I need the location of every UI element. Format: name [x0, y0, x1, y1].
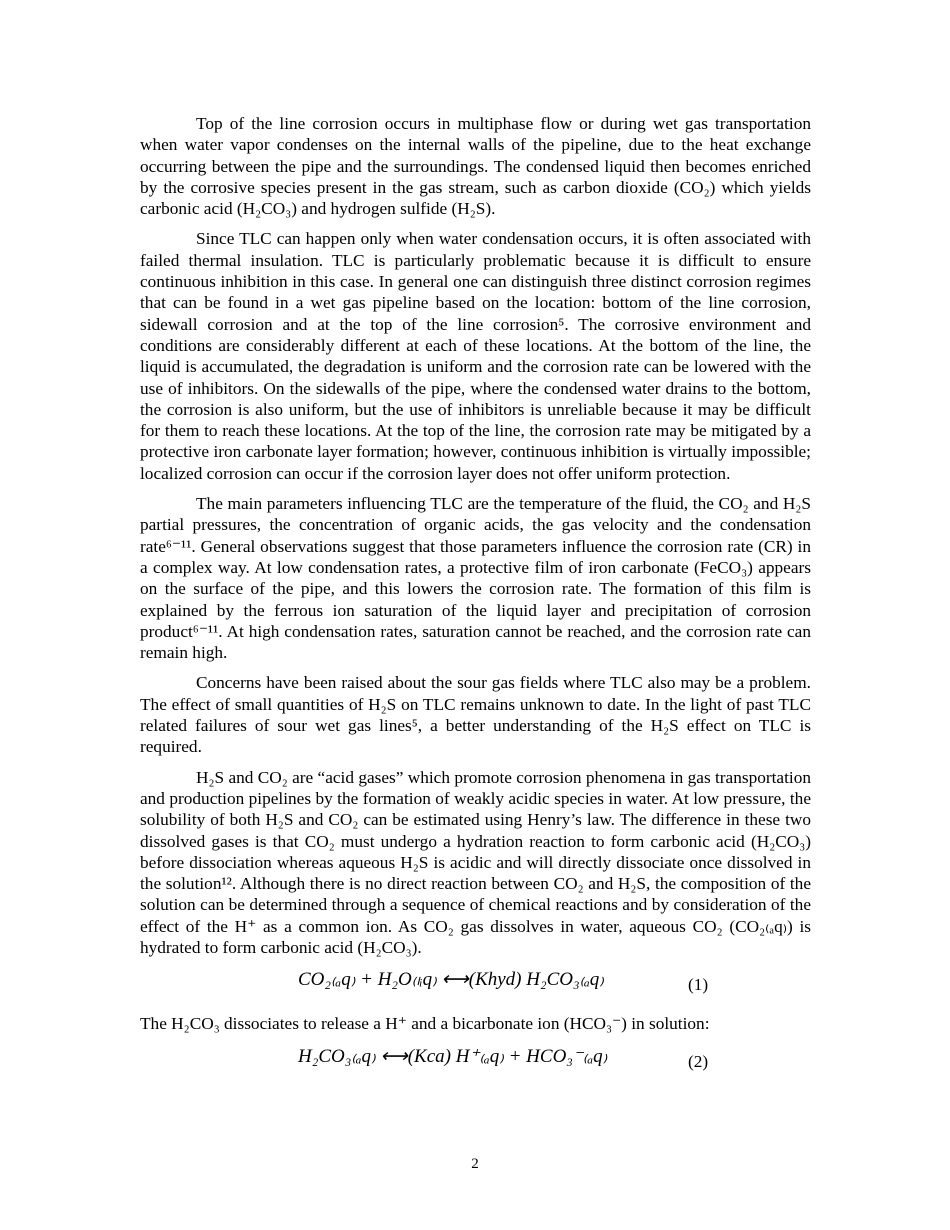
- equation-2-row: [140, 1044, 811, 1084]
- equation-1-number: (1): [688, 975, 709, 995]
- equation-2: H₂CO₃₍ₐq₎ ⟷(Kca) H⁺₍ₐq₎ + HCO₃⁻₍ₐq₎: [298, 1045, 608, 1067]
- equation-2-number: (2): [688, 1051, 709, 1071]
- paragraph-tlc-intro: Top of the line corrosion occurs in multiphase flow or during wet gas transportation when water vapor condenses on the internal walls of the pipeline, due to the heat exchange occurring between the pipe and the surroundings. The condensed liquid then becomes enriched by the corrosive species present in the gas stream, such as carbon dioxide (CO₂) which yields carbonic acid (H₂CO₃) and hydrogen sulfide (H₂S).: [140, 114, 811, 219]
- document-body: [140, 113, 811, 1090]
- paragraph-sour-gas: Concerns have been raised about the sour gas fields where TLC also may be a problem. The effect of small quantities of H₂S on TLC remains unknown to date. In the light of past TLC related failures of sour wet gas lines⁵, a better understanding of the H₂S effect on TLC is required.: [140, 673, 811, 757]
- equation-1-row: [140, 967, 811, 1007]
- paragraph-tlc-parameters: The main parameters influencing TLC are the temperature of the fluid, the CO₂ and H₂S partial pressures, the concentration of organic acids, the gas velocity and the condensation rate⁶⁻¹¹. General observations suggest that those parameters influence the corrosion rate (CR) in a complex way. At low condensation rates, a protective film of iron carbonate (FeCO₃) appears on the surface of the pipe, and this lowers the corrosion rate. The formation of this film is explained by the ferrous ion saturation of the liquid layer and precipitation of corrosion product⁶⁻¹¹. At high condensation rates, saturation cannot be reached, and the corrosion rate can remain high.: [140, 494, 811, 663]
- paragraph-dissociation: The H₂CO₃ dissociates to release a H⁺ and a bicarbonate ion (HCO₃⁻) in solution:: [140, 1014, 710, 1034]
- paragraph-acid-gases: H₂S and CO₂ are “acid gases” which promote corrosion phenomena in gas transportation and production pipelines by the formation of weakly acidic species in water. At low pressure, the solubility of both H₂S and CO₂ can be estimated using Henry’s law. The difference in these two dissolved gases is that CO₂ must undergo a hydration reaction to form carbonic acid (H₂CO₃) before dissociation whereas aqueous H₂S is acidic and will directly dissociate once dissolved in the solution¹². Although there is no direct reaction between CO₂ and H₂S, the composition of the solution can be determined through a sequence of chemical reactions and by consideration of the effect of the H⁺ as a common ion. As CO₂ gas dissolves in water, aqueous CO₂ (CO₂₍ₐq₎) is hydrated to form carbonic acid (H₂CO₃).: [140, 767, 811, 957]
- equation-1: CO₂₍ₐq₎ + H₂O₍ₗᵢq₎ ⟷(Khyd) H₂CO₃₍ₐq₎: [298, 969, 604, 991]
- paragraph-corrosion-regimes: Since TLC can happen only when water condensation occurs, it is often associated with failed thermal insulation. TLC is particularly problematic because it is difficult to ensure continuous inhibition in this case. In general one can distinguish three distinct corrosion regimes that can be found in a wet gas pipeline based on the location: bottom of the line corrosion, sidewall corrosion and at the top of the line corrosion⁵. The corrosive environment and conditions are considerably different at each of these locations. At the bottom of the line, the liquid is accumulated, the degradation is uniform and the corrosion rate can be lowered with the use of inhibitors. On the sidewalls of the pipe, where the condensed water drains to the bottom, the corrosion is also uniform, but the use of inhibitors is unreliable because it may be difficult for them to reach these locations. At the top of the line, the corrosion rate may be mitigated by a protective iron carbonate layer formation; however, continuous inhibition is virtually impossible; localized corrosion can occur if the corrosion layer does not offer uniform protection.: [140, 229, 811, 483]
- page-number: 2: [471, 1156, 479, 1172]
